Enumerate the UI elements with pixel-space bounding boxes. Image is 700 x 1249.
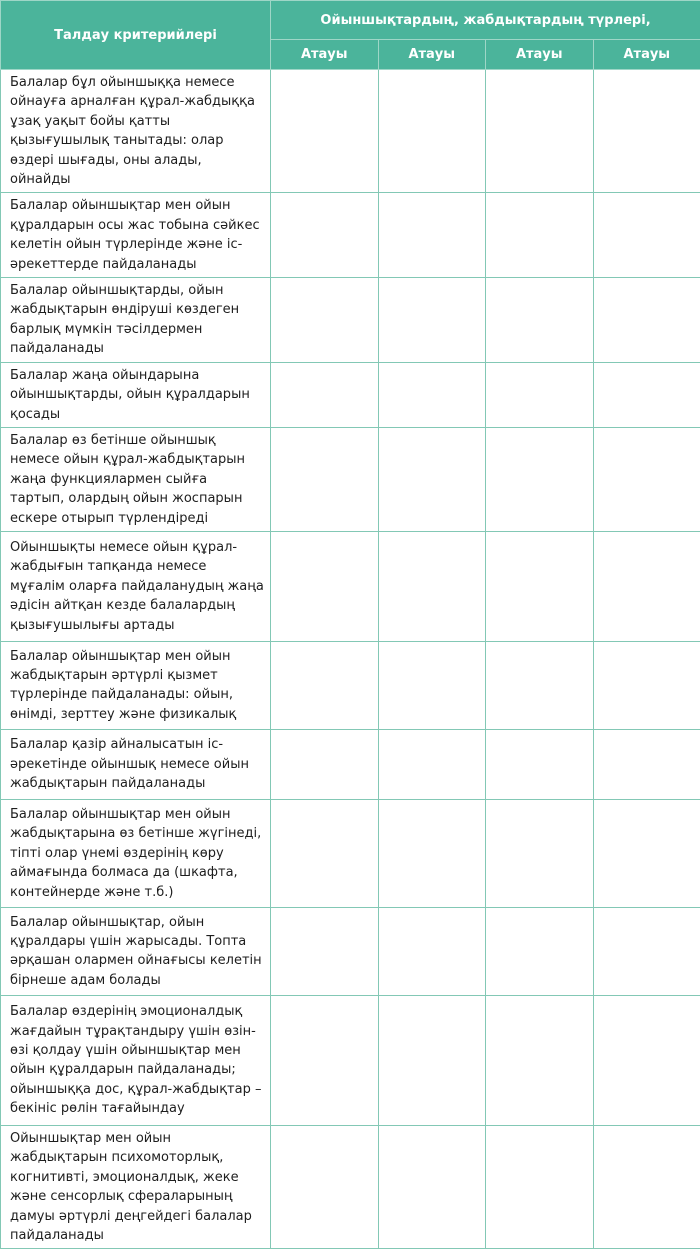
empty-cell[interactable] [486,907,594,995]
empty-cell[interactable] [271,362,379,427]
criterion-cell: Балалар жаңа ойындарына ойыншықтарды, ойын құралдарын қосады [1,362,271,427]
table-row [1,70,700,193]
empty-cell[interactable] [378,531,486,641]
empty-cell[interactable] [593,193,700,278]
empty-cell[interactable] [486,1125,594,1248]
criterion-cell: Балалар ойыншықтарды, ойын жабдықтарын өндіруші көздеген барлық мүмкін тәсілдермен пайдаланады [1,278,271,363]
table-row [1,362,700,427]
table-row [1,907,700,995]
criterion-cell: Балалар ойыншықтар мен ойын жабдықтарын әртүрлі қызмет түрлерінде пайдаланады: ойын, өнімді, зерттеу және физикалық [1,641,271,729]
table-row [1,531,700,641]
empty-cell[interactable] [593,1125,700,1248]
empty-cell[interactable] [271,799,379,907]
empty-cell[interactable] [271,531,379,641]
empty-cell[interactable] [486,641,594,729]
criterion-cell: Балалар өздерінің эмоционалдық жағдайын тұрақтандыру үшін өзін-өзі қолдау үшін ойыншықтар мен ойын құралдарын пайдаланады; ойыншыққа дос, құрал-жабдықтар – бекініс рөлін тағайындау [1,995,271,1125]
criterion-cell: Балалар ойыншықтар мен ойын жабдықтарына өз бетінше жүгінеді, тіпті олар үнемі өздерінің көру аймағында болмаса да (шкафта, контейнерде және т.б.) [1,799,271,907]
table-row [1,995,700,1125]
empty-cell[interactable] [593,531,700,641]
empty-cell[interactable] [486,193,594,278]
empty-cell[interactable] [271,1125,379,1248]
empty-cell[interactable] [378,278,486,363]
name-column-header: Атауы [486,40,594,70]
empty-cell[interactable] [486,278,594,363]
criterion-cell: Балалар ойыншықтар мен ойын құралдарын осы жас тобына сәйкес келетін ойын түрлерінде және іс-әрекеттерде пайдаланады [1,193,271,278]
empty-cell[interactable] [271,70,379,193]
empty-cell[interactable] [486,70,594,193]
empty-cell[interactable] [593,907,700,995]
criterion-cell: Балалар өз бетінше ойыншық немесе ойын құрал-жабдықтарын жаңа функциялармен сыйға тартып, олардың ойын жоспарын ескере отырып түрлендіреді [1,427,271,531]
empty-cell[interactable] [593,278,700,363]
name-column-header: Атауы [378,40,486,70]
empty-cell[interactable] [378,641,486,729]
empty-cell[interactable] [486,427,594,531]
empty-cell[interactable] [486,531,594,641]
empty-cell[interactable] [593,427,700,531]
table-row [1,799,700,907]
criterion-cell: Ойыншықтар мен ойын жабдықтарын психомоторлық, когнитивті, эмоционалдық, жеке және сенсорлық сфераларының дамуы әртүрлі деңгейдегі балалар пайдаланады [1,1125,271,1248]
table-row [1,729,700,799]
empty-cell[interactable] [271,729,379,799]
empty-cell[interactable] [593,995,700,1125]
empty-cell[interactable] [271,641,379,729]
empty-cell[interactable] [378,362,486,427]
criterion-cell: Ойыншықты немесе ойын құрал-жабдығын тапқанда немесе мұғалім оларға пайдаланудың жаңа әдісін айтқан кезде балалардың қызығушылығы артады [1,531,271,641]
name-column-header: Атауы [593,40,700,70]
table-row [1,427,700,531]
empty-cell[interactable] [271,278,379,363]
empty-cell[interactable] [486,799,594,907]
types-header: Ойыншықтардың, жабдықтардың түрлері, [271,1,700,40]
empty-cell[interactable] [486,729,594,799]
empty-cell[interactable] [378,799,486,907]
empty-cell[interactable] [271,427,379,531]
criterion-cell: Балалар қазір айналысатын іс-әрекетінде ойыншық немесе ойын жабдықтарын пайдаланады [1,729,271,799]
table-header [1,1,700,70]
empty-cell[interactable] [378,995,486,1125]
empty-cell[interactable] [378,70,486,193]
empty-cell[interactable] [593,70,700,193]
criterion-cell: Балалар ойыншықтар, ойын құралдары үшін жарысады. Топта әрқашан олармен ойнағысы келетін бірнеше адам болады [1,907,271,995]
table-row [1,278,700,363]
empty-cell[interactable] [593,799,700,907]
empty-cell[interactable] [486,995,594,1125]
empty-cell[interactable] [271,193,379,278]
empty-cell[interactable] [378,729,486,799]
empty-cell[interactable] [593,729,700,799]
criterion-cell: Балалар бұл ойыншыққа немесе ойнауға арналған құрал-жабдыққа ұзақ уақыт бойы қатты қызығушылық танытады: олар өздері шығады, оны алады, ойнайды [1,70,271,193]
empty-cell[interactable] [593,362,700,427]
empty-cell[interactable] [271,995,379,1125]
table-row [1,193,700,278]
name-column-header: Атауы [271,40,379,70]
criteria-header: Талдау критерийлері [1,1,271,70]
table-row [1,641,700,729]
empty-cell[interactable] [486,362,594,427]
empty-cell[interactable] [271,907,379,995]
table-body [1,70,700,1249]
empty-cell[interactable] [378,1125,486,1248]
table-row [1,1125,700,1248]
empty-cell[interactable] [378,427,486,531]
empty-cell[interactable] [378,193,486,278]
empty-cell[interactable] [593,641,700,729]
empty-cell[interactable] [378,907,486,995]
